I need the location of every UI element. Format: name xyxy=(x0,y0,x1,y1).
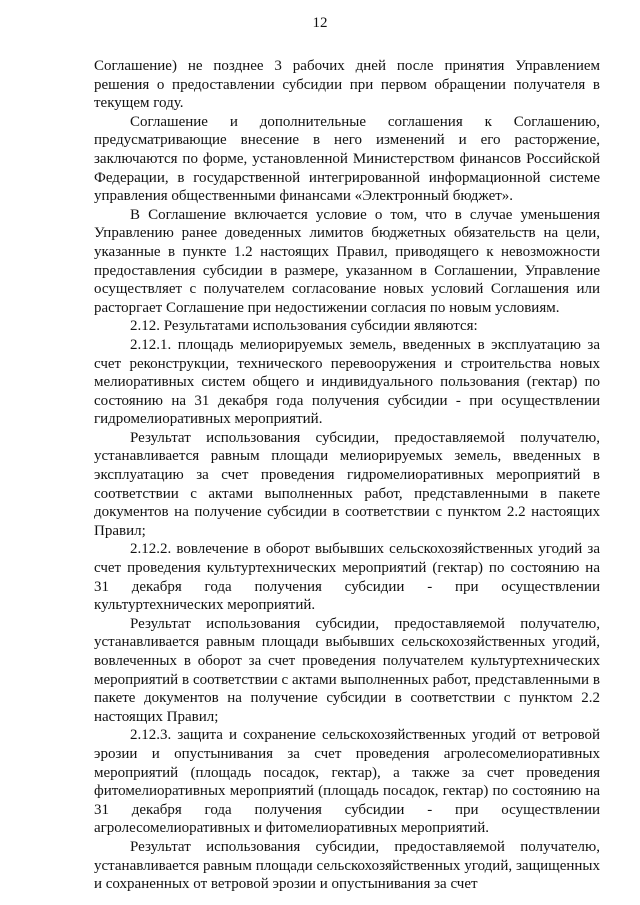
paragraph-agreement-form: Соглашение и дополнительные соглашения к Соглашению, предусматривающие внесение в него изменений и его расторжение, заключаются по форме, установленной Министерством финансов Российской Федерации, в государственной интегрированной информационной системе управления общественными финансами «Электронный бюджет». xyxy=(94,113,600,205)
paragraph-2-12-heading: 2.12. Результатами использования субсидии являются: xyxy=(130,318,478,335)
paragraph-2-12-1-result: Результат использования субсидии, предоставляемой получателю, устанавливается равным площади мелиорируемых земель, введенных в эксплуатацию за счет проведения гидромелиоративных мероприятий в соответствии с актами выполненных работ, представленными в пакете документов на получение субсидии в соответствии с пунктом 2.2 настоящих Правил; xyxy=(94,429,600,539)
paragraph-2-12-1: 2.12.1. площадь мелиорируемых земель, введенных в эксплуатацию за счет реконструкции, технического перевооружения и строительства новых мелиоративных систем общего и индивидуального пользования (гектар) по состоянию на 31 декабря года получения субсидии - при осуществлении гидромелиоративных мероприятий. xyxy=(94,336,600,428)
paragraph-2-12-2: 2.12.2. вовлечение в оборот выбывших сельскохозяйственных угодий за счет проведения культуртехнических мероприятий (гектар) по состоянию на 31 декабря года получения субсидии - при осуществлении культуртехнических мероприятий. xyxy=(94,541,600,614)
paragraph-2-12-3: 2.12.3. защита и сохранение сельскохозяйственных угодий от ветровой эрозии и опустынивания за счет проведения агролесомелиоративных мероприятий (площадь посадок, гектар), а также за счет проведения фитомелиоративных мероприятий (площадь посадок, гектар) по состоянию на 31 декабря года получения субсидии - при осуществлении агролесомелиоративных и фитомелиоративных мероприятий. xyxy=(94,727,600,837)
paragraph-agreement-condition: В Соглашение включается условие о том, что в случае уменьшения Управлению ранее доведенных лимитов бюджетных обязательств на цели, указанные в пункте 1.2 настоящих Правил, приводящего к невозможности предоставления субсидии в размере, указанном в Соглашении, Управление осуществляет с получателем согласование новых условий Соглашения или расторгает Соглашение при недостижении согласия по новым условиям. xyxy=(94,206,600,316)
paragraph-continuation: Соглашение) не позднее 3 рабочих дней после принятия Управлением решения о предоставлении субсидии при первом обращении получателя в текущем году. xyxy=(94,58,600,112)
document-body xyxy=(94,57,600,894)
page-number: 12 xyxy=(312,15,328,31)
paragraph-2-12-3-result: Результат использования субсидии, предоставляемой получателю, устанавливается равным площади сельскохозяйственных угодий, защищенных и сохраненных от ветровой эрозии и опустынивания за счет xyxy=(94,838,600,893)
paragraph-2-12-2-result: Результат использования субсидии, предоставляемой получателю, устанавливается равным площади выбывших сельскохозяйственных угодий, вовлеченных в оборот за счет проведения получателем культуртехнических мероприятий в соответствии с актами выполненных работ, представленными в пакете документов на получение субсидии в соответствии с пунктом 2.2 настоящих Правил; xyxy=(94,615,600,725)
